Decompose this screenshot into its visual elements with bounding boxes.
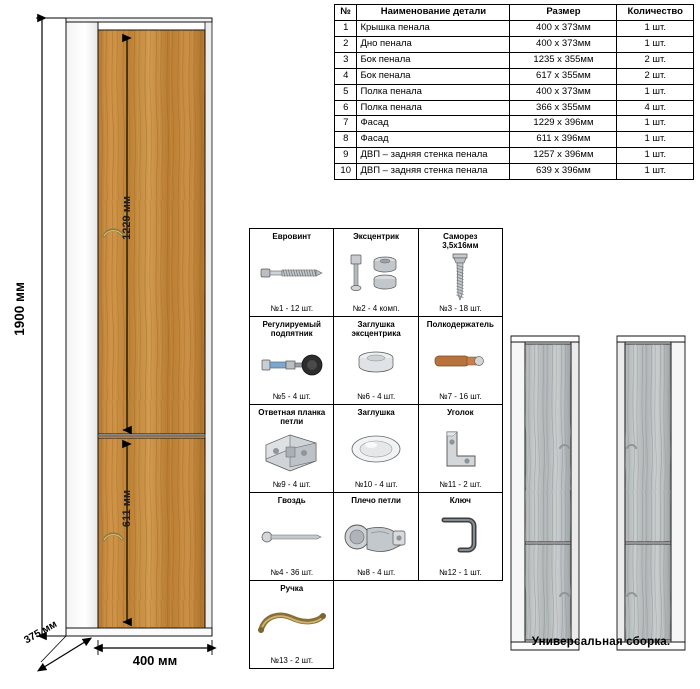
cell-name: Бок пенала xyxy=(357,52,510,68)
depth-dimension-label: 375 мм xyxy=(22,618,60,647)
hardware-row xyxy=(250,405,503,493)
handle-icon xyxy=(252,593,331,656)
hardware-cell xyxy=(250,581,334,669)
cell-num: 2 xyxy=(335,36,357,52)
hardware-title: Саморез 3,5х16мм xyxy=(442,232,479,251)
cell-name: ДВП – задняя стенка пенала xyxy=(357,148,510,164)
hardware-code: №10 - 4 шт. xyxy=(354,480,398,489)
cell-size: 400 х 373мм xyxy=(510,20,617,36)
hardware-code: №4 - 36 шт. xyxy=(270,568,314,577)
height-dimension xyxy=(36,18,70,636)
hardware-cell xyxy=(334,229,418,317)
cell-num: 8 xyxy=(335,132,357,148)
cell-num: 9 xyxy=(335,148,357,164)
hardware-title: Полкодержатель xyxy=(426,320,494,329)
height-dimension-label: 1900 мм xyxy=(11,282,27,336)
hardware-grid xyxy=(249,228,503,669)
table-row xyxy=(335,132,694,148)
cell-name: Полка пенала xyxy=(357,100,510,116)
cell-name: Полка пенала xyxy=(357,84,510,100)
header-size: Размер xyxy=(510,5,617,21)
depth-dimension xyxy=(41,636,88,669)
cell-num: 3 xyxy=(335,52,357,68)
hinge-arm-icon xyxy=(336,505,415,568)
table-row xyxy=(335,52,694,68)
hardware-cell-empty xyxy=(418,581,502,669)
cell-num: 4 xyxy=(335,68,357,84)
cell-size: 1235 х 355мм xyxy=(510,52,617,68)
hardware-title: Эксцентрик xyxy=(353,232,400,241)
table-row xyxy=(335,148,694,164)
cell-num: 6 xyxy=(335,100,357,116)
cell-size: 400 х 373мм xyxy=(510,84,617,100)
upper-door-dimension-label: 1229 мм xyxy=(121,196,133,240)
header-qty: Количество xyxy=(617,5,694,21)
cell-qty: 4 шт. xyxy=(617,100,694,116)
assembly-unit-left xyxy=(511,336,579,650)
cell-size: 639 х 396мм xyxy=(510,164,617,180)
cell-name: Фасад xyxy=(357,132,510,148)
cell-size: 1229 х 396мм xyxy=(510,116,617,132)
hardware-title: Плечо петли xyxy=(351,496,401,505)
cell-num: 7 xyxy=(335,116,357,132)
cell-size: 400 х 373мм xyxy=(510,36,617,52)
header-name: Наименование детали xyxy=(357,5,510,21)
cell-qty: 2 шт. xyxy=(617,52,694,68)
cell-qty: 1 шт. xyxy=(617,132,694,148)
hardware-title: Заглушка xyxy=(357,408,395,417)
hardware-cell xyxy=(418,317,502,405)
table-row xyxy=(335,20,694,36)
assembly-pair-drawing xyxy=(505,330,700,660)
hardware-code: №11 - 2 шт. xyxy=(439,480,482,489)
hardware-code: №9 - 4 шт. xyxy=(272,480,311,489)
cell-qty: 1 шт. xyxy=(617,116,694,132)
cell-qty: 1 шт. xyxy=(617,36,694,52)
hardware-title: Регулируемый подпятник xyxy=(262,320,321,339)
cell-qty: 1 шт. xyxy=(617,164,694,180)
parts-table xyxy=(334,4,694,180)
hardware-title: Евровинт xyxy=(272,232,312,241)
hardware-title: Ручка xyxy=(280,584,304,593)
cell-qty: 1 шт. xyxy=(617,148,694,164)
hardware-code: №2 - 4 комп. xyxy=(352,304,400,313)
cam-cover-cap-icon xyxy=(336,338,415,392)
cell-name: Дно пенала xyxy=(357,36,510,52)
cell-name: ДВП – задняя стенка пенала xyxy=(357,164,510,180)
hardware-cell-empty xyxy=(334,581,418,669)
cell-num: 5 xyxy=(335,84,357,100)
hardware-cell xyxy=(418,493,502,581)
hardware-code: №6 - 4 шт. xyxy=(356,392,396,401)
hardware-row xyxy=(250,581,503,669)
table-row xyxy=(335,36,694,52)
nail-icon xyxy=(252,505,331,568)
table-row xyxy=(335,68,694,84)
cell-name: Фасад xyxy=(357,116,510,132)
hardware-cell xyxy=(334,317,418,405)
euro-screw-icon xyxy=(252,241,331,304)
table-row xyxy=(335,116,694,132)
hardware-code: №8 - 4 шт. xyxy=(356,568,396,577)
adjustable-foot-icon xyxy=(252,338,331,392)
hardware-row xyxy=(250,493,503,581)
hardware-cell xyxy=(334,493,418,581)
hardware-code: №7 - 16 шт. xyxy=(439,392,482,401)
self-tapping-screw-icon xyxy=(421,250,500,304)
hardware-cell xyxy=(334,405,418,493)
hardware-code: №1 - 12 шт. xyxy=(270,304,314,313)
lower-door-dimension-label: 611 мм xyxy=(121,490,133,528)
hardware-title: Ответная планка петли xyxy=(258,408,326,427)
cell-size: 1257 х 396мм xyxy=(510,148,617,164)
header-num: № xyxy=(335,5,357,21)
hardware-title: Уголок xyxy=(447,408,474,417)
cell-num: 10 xyxy=(335,164,357,180)
hardware-title: Заглушка эксцентрика xyxy=(351,320,401,339)
hardware-code: №12 - 1 шт. xyxy=(439,568,482,577)
assembly-caption: Универсальная сборка. xyxy=(531,636,671,648)
width-dimension-label: 400 мм xyxy=(132,653,178,668)
hardware-title: Гвоздь xyxy=(277,496,306,505)
cell-qty: 1 шт. xyxy=(617,84,694,100)
table-row xyxy=(335,100,694,116)
hardware-row xyxy=(250,317,503,405)
cell-qty: 1 шт. xyxy=(617,20,694,36)
cell-size: 611 х 396мм xyxy=(510,132,617,148)
hardware-code: №3 - 18 шт. xyxy=(439,304,482,313)
table-row xyxy=(335,84,694,100)
cam-lock-icon xyxy=(336,241,415,304)
hardware-code: №13 - 2 шт. xyxy=(270,656,314,665)
shelf-support-icon xyxy=(421,329,500,392)
hardware-title: Ключ xyxy=(449,496,471,505)
hardware-cell xyxy=(418,229,502,317)
cell-size: 366 х 355мм xyxy=(510,100,617,116)
cell-name: Крышка пенала xyxy=(357,20,510,36)
hardware-row xyxy=(250,229,503,317)
cap-icon xyxy=(336,417,415,480)
cabinet-body xyxy=(66,18,212,636)
assembly-unit-right xyxy=(617,336,685,650)
cell-qty: 2 шт. xyxy=(617,68,694,84)
allen-key-icon xyxy=(421,505,500,568)
table-row xyxy=(335,164,694,180)
cell-num: 1 xyxy=(335,20,357,36)
cabinet-drawing xyxy=(0,0,250,689)
cell-size: 617 х 355мм xyxy=(510,68,617,84)
hardware-cell xyxy=(250,317,334,405)
hardware-cell xyxy=(250,405,334,493)
hardware-cell xyxy=(250,229,334,317)
hardware-cell xyxy=(250,493,334,581)
hinge-plate-icon xyxy=(252,426,331,480)
cell-name: Бок пенала xyxy=(357,68,510,84)
corner-bracket-icon xyxy=(421,417,500,480)
hardware-cell xyxy=(418,405,502,493)
table-header-row xyxy=(335,5,694,21)
hardware-code: №5 - 4 шт. xyxy=(272,392,311,401)
